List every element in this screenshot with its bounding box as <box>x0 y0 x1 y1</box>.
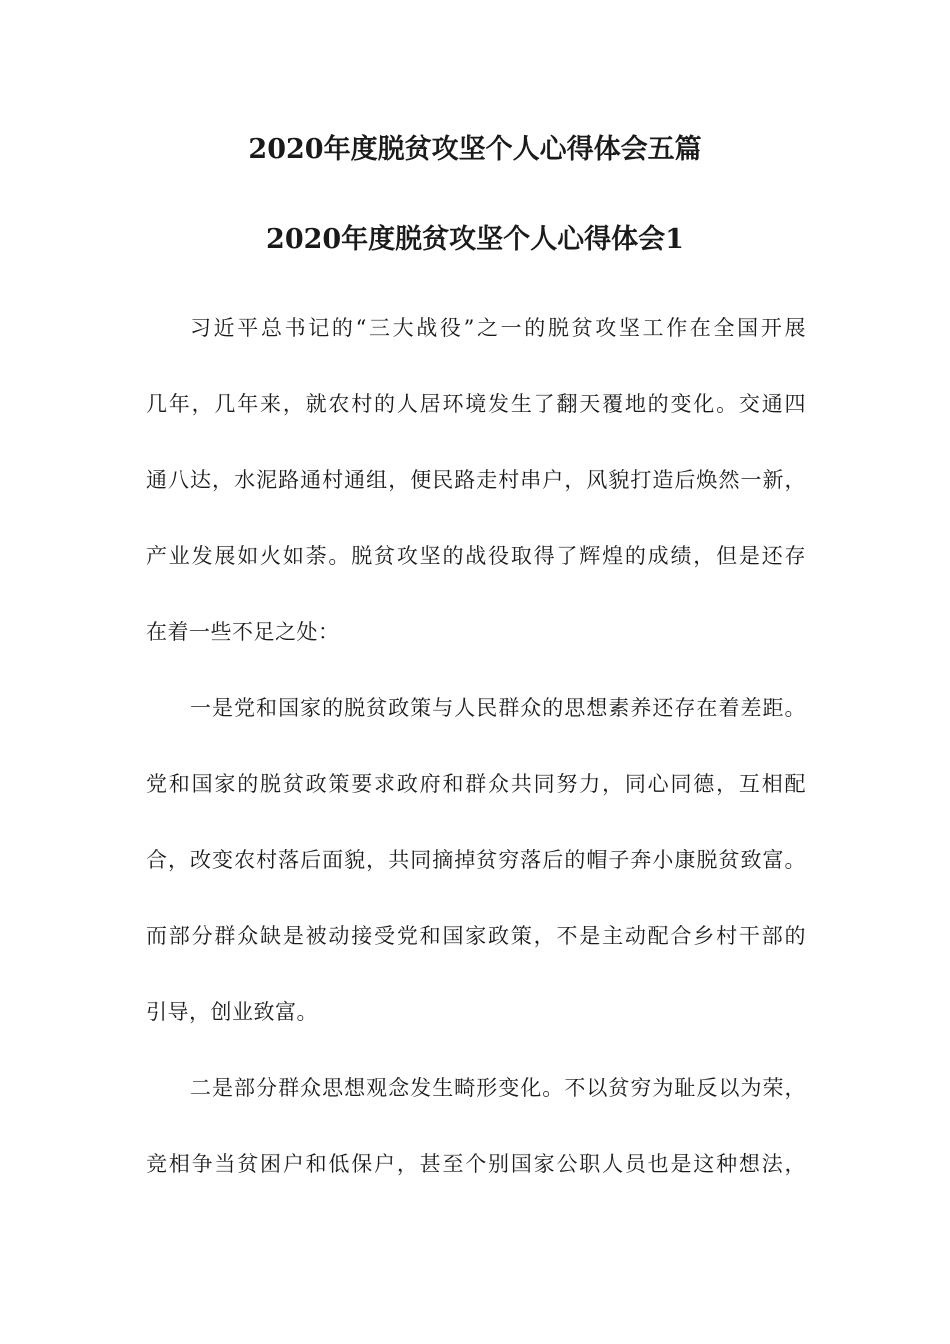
paragraph-line: 习近平总书记的“三大战役”之一的脱贫攻坚工作在全国开展 <box>190 316 806 340</box>
document-title: 2020年度脱贫攻坚个人心得体会五篇 <box>248 134 702 165</box>
section-heading: 2020年度脱贫攻坚个人心得体会1 <box>266 224 684 255</box>
paragraph-3 <box>146 1050 806 1202</box>
paragraph-line: 党和国家的脱贫政策要求政府和群众共同努力，同心同德，互相配 <box>146 772 806 796</box>
paragraph-line: 二是部分群众思想观念发生畸形变化。不以贫穷为耻反以为荣， <box>190 1076 806 1100</box>
paragraph-1 <box>146 290 806 670</box>
paragraph-line: 在着一些不足之处： <box>146 620 340 644</box>
paragraph-line: 合，改变农村落后面貌，共同摘掉贫穷落后的帽子奔小康脱贫致富。 <box>146 848 806 872</box>
paragraph-2 <box>146 670 806 1050</box>
paragraph-line: 而部分群众缺是被动接受党和国家政策，不是主动配合乡村干部的 <box>146 924 806 948</box>
paragraph-line: 产业发展如火如荼。脱贫攻坚的战役取得了辉煌的成绩，但是还存 <box>146 544 806 568</box>
paragraph-line: 通八达，水泥路通村通组，便民路走村串户，风貌打造后焕然一新， <box>146 468 806 492</box>
paragraph-line: 竞相争当贫困户和低保户，甚至个别国家公职人员也是这种想法， <box>146 1152 806 1176</box>
paragraph-line: 几年，几年来，就农村的人居环境发生了翻天覆地的变化。交通四 <box>146 392 806 416</box>
paragraph-line: 一是党和国家的脱贫政策与人民群众的思想素养还存在着差距。 <box>190 696 806 720</box>
paragraph-line: 引导，创业致富。 <box>146 1000 318 1024</box>
